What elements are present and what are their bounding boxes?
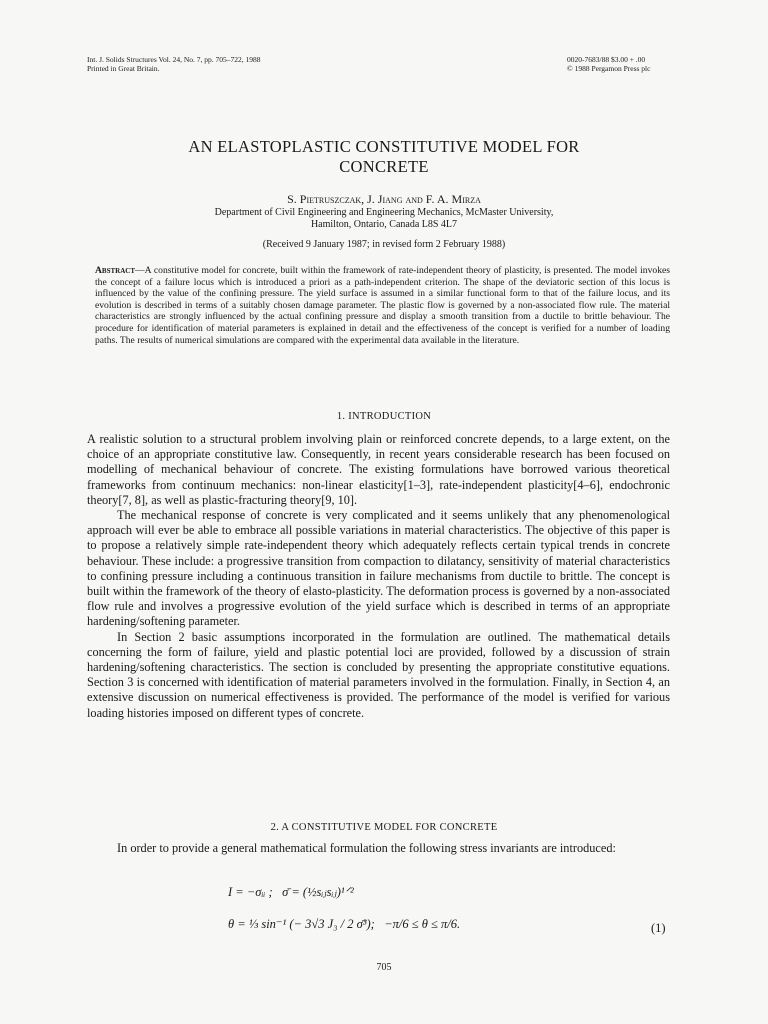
paper-title <box>80 137 688 177</box>
journal-citation <box>87 55 260 73</box>
model-body <box>87 841 670 856</box>
abstract-label: Abstract <box>95 265 135 276</box>
model-paragraph-1: In order to provide a general mathematical formulation the following stress invariants are introduced: <box>117 841 616 855</box>
equation-lode-angle: θ = ⅓ sin⁻¹ (− 3√3 J₃ / 2 σ̄³); −π/6 ≤ θ ≤ π/6. <box>228 917 461 931</box>
received-dates: (Received 9 January 1987; in revised form 2 February 1988) <box>262 239 506 250</box>
section-heading-introduction: 1. INTRODUCTION <box>336 411 432 422</box>
abstract <box>95 265 670 346</box>
intro-paragraph-1: A realistic solution to a structural problem involving plain or reinforced concrete depends, to a large extent, on the choice of an appropriate constitutive law. Consequently, in recent years considerable research has been focused on modelling of mechanical behaviour of concrete. The existing formulations have borrowed various theoretical frameworks from continuum mechanics: non-linear elasticity[1–3], rate-independent plasticity[4–6], endochronic theory[7, 8], as well as plastic-fracturing theory[9, 10]. <box>87 432 670 507</box>
introduction-body <box>87 432 670 721</box>
page-number: 705 <box>376 962 392 973</box>
title-line-1: AN ELASTOPLASTIC CONSTITUTIVE MODEL FOR <box>188 137 580 156</box>
printed-in-line: Printed in Great Britain. <box>87 64 160 73</box>
abstract-text: —A constitutive model for concrete, built within the framework of rate-independent theory of plasticity, is presented. The model invokes the concept of a failure locus which is introduced a priori as a path-independent criterion. The shape of the deviatoric section of this locus is influenced by the value of the confining pressure. The yield surface is assumed in a similar functional form to that of the failure locus, and its evolution is described in terms of a suitably chosen damage parameter. The plastic flow is governed by a non-associated flow rule. The material characteristics are strongly influenced by the actual confining pressure and display a smooth transition from a ductile to brittle behaviour. The procedure for identification of material parameters is explained in detail and the effectiveness of the concept is verified for a number of loading paths. The results of numerical simulations are compared with the experimental data available in the literature. <box>95 265 670 346</box>
affiliation <box>80 207 688 231</box>
journal-citation-line: Int. J. Solids Structures Vol. 24, No. 7, pp. 705–722, 1988 <box>87 55 261 64</box>
intro-paragraph-3: In Section 2 basic assumptions incorporated in the formulation are outlined. The mathematical details concerning the form of failure, yield and plastic potential loci are provided, followed by a discussion of strain hardening/softening characteristics. The section is concluded by presenting the appropriate constitutive equations. Section 3 is concerned with identification of material parameters involved in the formulation. Finally, in Section 4, an extensive discussion on numerical effectiveness is provided. The performance of the model is verified for various loading histories imposed on different types of concrete. <box>87 629 670 720</box>
intro-paragraph-2: The mechanical response of concrete is very complicated and it seems unlikely that any phenomenological approach will ever be able to embrace all possible variations in material characteristics. The objective of this paper is to propose a relatively simple rate-independent theory which adequately reflects certain typical trends in concrete behaviour. These include: a progressive transition from compaction to dilatancy, sensitivity of material characteristics to confining pressure including a continuous transition in failure mechanisms from ductile to brittle. The concept is built within the framework of the theory of elasto-plasticity. The deformation process is governed by a non-associated flow rule and involves a progressive evolution of the yield surface which is described in terms of an appropriate hardening/softening parameter. <box>87 508 670 629</box>
title-line-2: CONCRETE <box>339 157 429 176</box>
copyright-line: © 1988 Pergamon Press plc <box>567 64 651 73</box>
equation-invariants: I = −σᵢᵢ ; σ̄ = (½sᵢⱼsᵢⱼ)¹ᐟ² <box>228 885 354 899</box>
authors: S. Pietruszczak, J. Jiang and F. A. Mirza <box>287 192 481 206</box>
equation-number: (1) <box>651 921 666 935</box>
copyright-block <box>567 55 650 73</box>
section-heading-model: 2. A CONSTITUTIVE MODEL FOR CONCRETE <box>270 822 498 833</box>
affiliation-line-2: Hamilton, Ontario, Canada L8S 4L7 <box>310 219 458 230</box>
price-code-line: 0020-7683/88 $3.00 + .00 <box>567 55 646 64</box>
affiliation-line-1: Department of Civil Engineering and Engineering Mechanics, McMaster University, <box>214 207 554 218</box>
